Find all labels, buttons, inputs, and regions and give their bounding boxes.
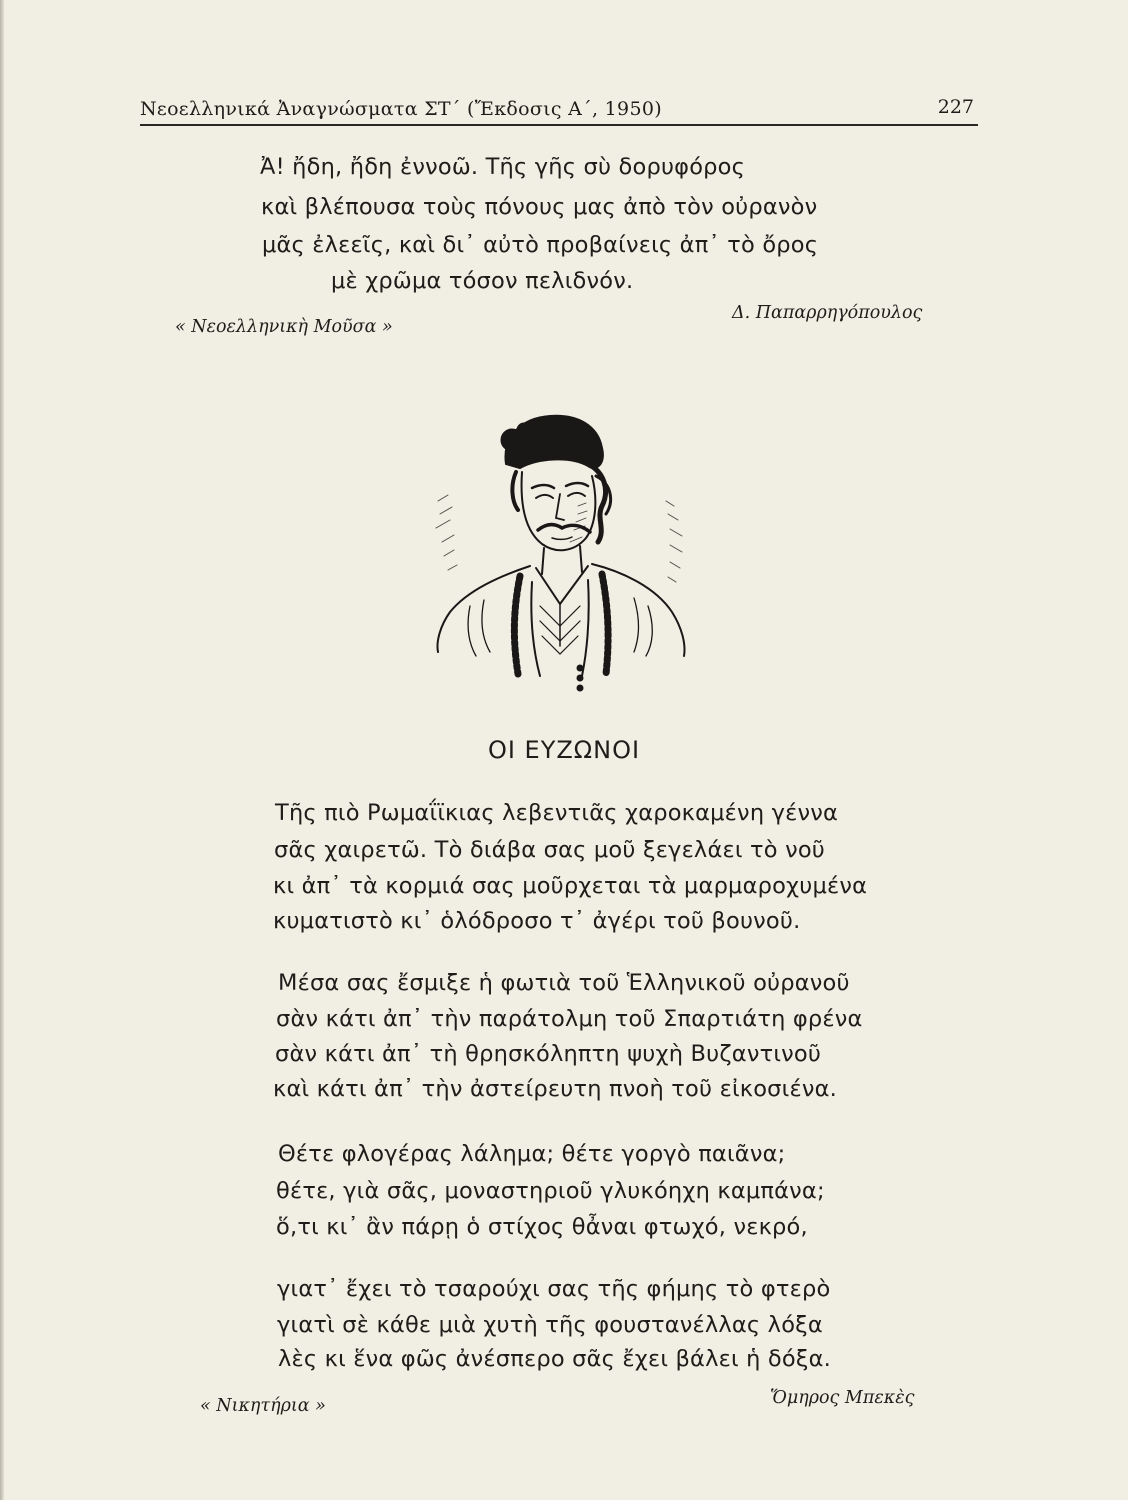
evzone-portrait-illustration bbox=[420, 406, 702, 696]
poem1-author: Δ. Παπαρρηγόπουλος bbox=[732, 303, 923, 323]
poem1-line: μὲ χρῶμα τόσον πελιδνόν. bbox=[331, 268, 634, 294]
poem2-line: Μέσα σας ἔσμιξε ἡ φωτιὰ τοῦ Ἑλληνικοῦ οὐρανοῦ bbox=[278, 970, 850, 996]
poem2-line: λὲς κι ἕνα φῶς ἀνέσπερο σᾶς ἔχει βάλει ἡ δόξα. bbox=[278, 1346, 831, 1372]
poem1-source: « Νεοελληνικὴ Μοῦσα » bbox=[175, 317, 393, 337]
poem2-line: σὰν κάτι ἀπ᾽ τὴ θρησκόληπτη ψυχὴ Βυζαντινοῦ bbox=[275, 1041, 822, 1067]
poem1-line: μᾶς ἐλεεῖς, καὶ δι᾽ αὐτὸ προβαίνεις ἀπ᾽ τὸ ὄρος bbox=[262, 232, 819, 258]
poem2-line: γιατὶ σὲ κάθε μιὰ χυτὴ τῆς φουστανέλλας λόξα bbox=[277, 1312, 823, 1338]
poem2-line: σὰν κάτι ἀπ᾽ τὴν παράτολμη τοῦ Σπαρτιάτη φρένα bbox=[276, 1006, 863, 1032]
book-title: Νεοελληνικά Ἀναγνώσματα ΣΤ´ (Ἔκδοσις Α´, 1950) bbox=[140, 98, 662, 120]
poem2-author: Ὅμηρος Μπεκὲς bbox=[770, 1388, 915, 1408]
header-rule bbox=[140, 124, 978, 126]
poem2-line: κυματιστὸ κι᾽ ὁλόδροσο τ᾽ ἀγέρι τοῦ βουνοῦ. bbox=[273, 908, 801, 934]
poem2-line: γιατ᾽ ἔχει τὸ τσαρούχι σας τῆς φήμης τὸ φτερὸ bbox=[277, 1276, 831, 1302]
poem2-line: ὅ,τι κι᾽ ἂν πάρῃ ὁ στίχος θἆναι φτωχό, νεκρό, bbox=[276, 1214, 808, 1240]
poem2-line: σᾶς χαιρετῶ. Τὸ διάβα σας μοῦ ξεγελάει τὸ νοῦ bbox=[274, 837, 826, 863]
page-number: 227 bbox=[937, 96, 974, 118]
poem2-line: θέτε, γιὰ σᾶς, μοναστηριοῦ γλυκόηχη καμπάνα; bbox=[276, 1178, 825, 1204]
poem1-line: καὶ βλέπουσα τοὺς πόνους μας ἀπὸ τὸν οὐρανὸν bbox=[261, 194, 818, 220]
poem2-line: καὶ κάτι ἀπ᾽ τὴν ἀστείρευτη πνοὴ τοῦ εἰκοσιένα. bbox=[273, 1076, 837, 1102]
poem1-line: Ἀ! ἤδη, ἤδη ἐννοῶ. Τῆς γῆς σὺ δορυφόρος bbox=[260, 154, 746, 180]
poem2-source: « Νικητήρια » bbox=[200, 1396, 326, 1416]
running-header bbox=[140, 92, 978, 126]
poem2-line: Θέτε φλογέρας λάλημα; θέτε γοργὸ παιᾶνα; bbox=[278, 1141, 786, 1167]
poem2-line: Τῆς πιὸ Ρωμαΐϊκιας λεβεντιᾶς χαροκαμένη γέννα bbox=[275, 800, 839, 826]
poem-title: ΟΙ ΕΥΖΩΝΟΙ bbox=[487, 736, 641, 764]
poem2-line: κι ἀπ᾽ τὰ κορμιά σας μοῦρχεται τὰ μαρμαροχυμένα bbox=[273, 873, 868, 899]
